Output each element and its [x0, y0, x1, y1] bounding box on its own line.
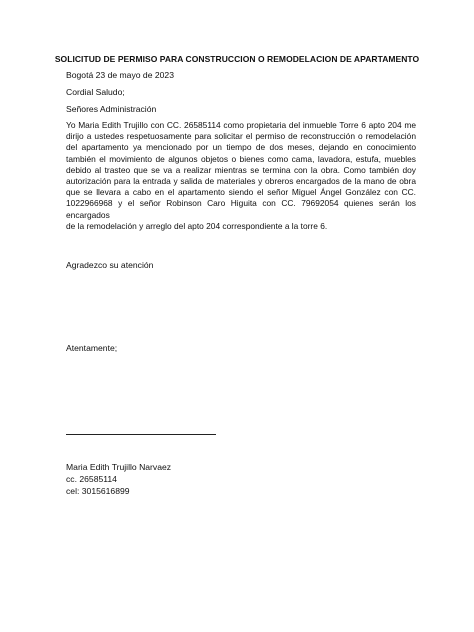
body-line: autorización para la entrada y salida de materiales y obreros encargados de la mano de obra	[66, 176, 416, 187]
body-line: que se llevara a cabo en el apartamento siendo el señor Miguel Ángel González con CC.	[66, 187, 416, 198]
document-title: SOLICITUD DE PERMISO PARA CONSTRUCCION O REMODELACION DE APARTAMENTO	[54, 54, 420, 64]
greeting: Cordial Saludo;	[66, 87, 125, 97]
body-line: de la remodelación y arreglo del apto 204 correspondiente a la torre 6.	[66, 220, 328, 231]
body-line: dirijo a ustedes respetuosamente para solicitar el permiso de reconstrucción o remodelación	[66, 131, 416, 142]
request-body	[66, 120, 416, 232]
signer-phone: cel: 3015616899	[66, 486, 130, 496]
date-line: Bogotá 23 de mayo de 2023	[66, 70, 174, 80]
recipient: Señores Administración	[66, 104, 157, 114]
signer-name: Maria Edith Trujillo Narvaez	[66, 462, 172, 472]
signature-line	[66, 434, 216, 435]
closing-line: Atentamente;	[66, 343, 118, 353]
body-line: Yo Maria Edith Trujillo con CC. 26585114 como propietaria del inmueble Torre 6 apto 204 me	[66, 120, 416, 130]
thanks-line: Agradezco su atención	[66, 260, 154, 270]
body-line: debido al trasteo que se va a realizar mientras se termina con la obra. Como también doy	[66, 164, 416, 175]
body-line: del apartamento ya mencionado por un tiempo de dos meses, dejando en conocimiento	[66, 142, 416, 153]
body-line: también el movimiento de algunos objetos o bienes como cama, lavadora, estufa, muebles	[66, 153, 416, 164]
signer-id: cc. 26585114	[66, 474, 117, 484]
body-line: 1022966968 y el señor Robinson Caro Higuita con CC. 79692054 quienes serán los encargados	[66, 198, 416, 220]
